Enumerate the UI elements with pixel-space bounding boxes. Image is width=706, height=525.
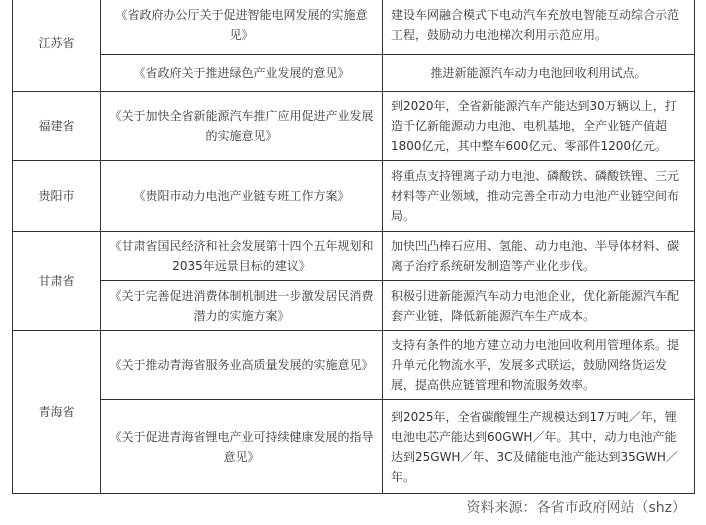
table-row [13, 92, 695, 161]
policy-document-cell: 《甘肃省国民经济和社会发展第十四个五年规划和2035年远景目标的建议》 [101, 232, 383, 281]
province-cell: 江苏省 [13, 0, 101, 92]
policy-content-text: 积极引进新能源汽车动力电池企业，优化新能源汽车配套产业链，降低新能源汽车生产成本。 [391, 288, 680, 323]
policy-content-cell [383, 161, 695, 232]
policy-content-text: 建设车网融合模式下电动汽车充放电智能互动综合示范工程，鼓励动力电池梯次利用示范应用。 [391, 7, 680, 42]
source-note: 资料来源：各省市政府网站（shz） [466, 500, 686, 516]
province-cell: 青海省 [13, 331, 101, 494]
policy-content-cell: 推进新能源汽车动力电池回收利用试点。 [383, 55, 695, 92]
policy-content-cell [383, 92, 695, 161]
table-row [13, 0, 695, 55]
policy-document-cell: 《贵阳市动力电池产业链专班工作方案》 [101, 161, 383, 232]
policy-content-text: 支持有条件的地方建立动力电池回收利用管理体系。提升单元化物流水平，发展多式联运，鼓励网络货运发展，提高供应链管理和物流服务效率。 [391, 338, 680, 392]
province-cell: 福建省 [13, 92, 101, 161]
table-row [13, 281, 695, 331]
policy-document-cell: 《关于加快全省新能源汽车推广应用促进产业发展的实施意见》 [101, 92, 383, 161]
province-cell: 贵阳市 [13, 161, 101, 232]
policy-document-cell: 《省政府关于推进绿色产业发展的意见》 [101, 55, 383, 92]
table-row [13, 331, 695, 400]
province-cell: 甘肃省 [13, 232, 101, 331]
policy-document-cell: 《关于推动青海省服务业高质量发展的实施意见》 [101, 331, 383, 400]
table-row [13, 232, 695, 281]
policy-content-cell [383, 400, 695, 494]
policy-document-cell: 《关于完善促进消费体制机制进一步激发居民消费潜力的实施方案》 [101, 281, 383, 331]
policy-document-cell: 《省政府办公厅关于促进智能电网发展的实施意见》 [101, 0, 383, 55]
table-row [13, 55, 695, 92]
policy-document-cell: 《关于促进青海省锂电产业可持续健康发展的指导意见》 [101, 400, 383, 494]
policy-content-text: 加快凹凸棒石应用、氢能、动力电池、半导体材料、碳离子治疗系统研发制造等产业化步伐。 [391, 239, 680, 273]
policy-content-cell [383, 281, 695, 331]
policy-content-text: 到2025年，全省碳酸锂生产规模达到17万吨／年，锂电池电芯产能达到60GWH／年。其中，动力电池产能达到25GWH／年、3C及储能电池产能达到35GWH／年。 [391, 409, 678, 484]
policy-content-cell [383, 0, 695, 55]
table-row [13, 161, 695, 232]
policy-content-text: 将重点支持锂离子动力电池、磷酸铁、磷酸铁锂、三元材料等产业领域，推动完善全市动力电池产业链空间布局。 [391, 169, 680, 223]
table-row [13, 400, 695, 494]
policy-table [12, 0, 695, 494]
policy-content-cell [383, 232, 695, 281]
policy-content-text: 到2020年，全省新能源汽车产能达到30万辆以上，打造千亿新能源动力电池、电机基地，全产业链产值超1800亿元，其中整车600亿元、零部件1200亿元。 [391, 99, 677, 153]
policy-content-cell [383, 331, 695, 400]
